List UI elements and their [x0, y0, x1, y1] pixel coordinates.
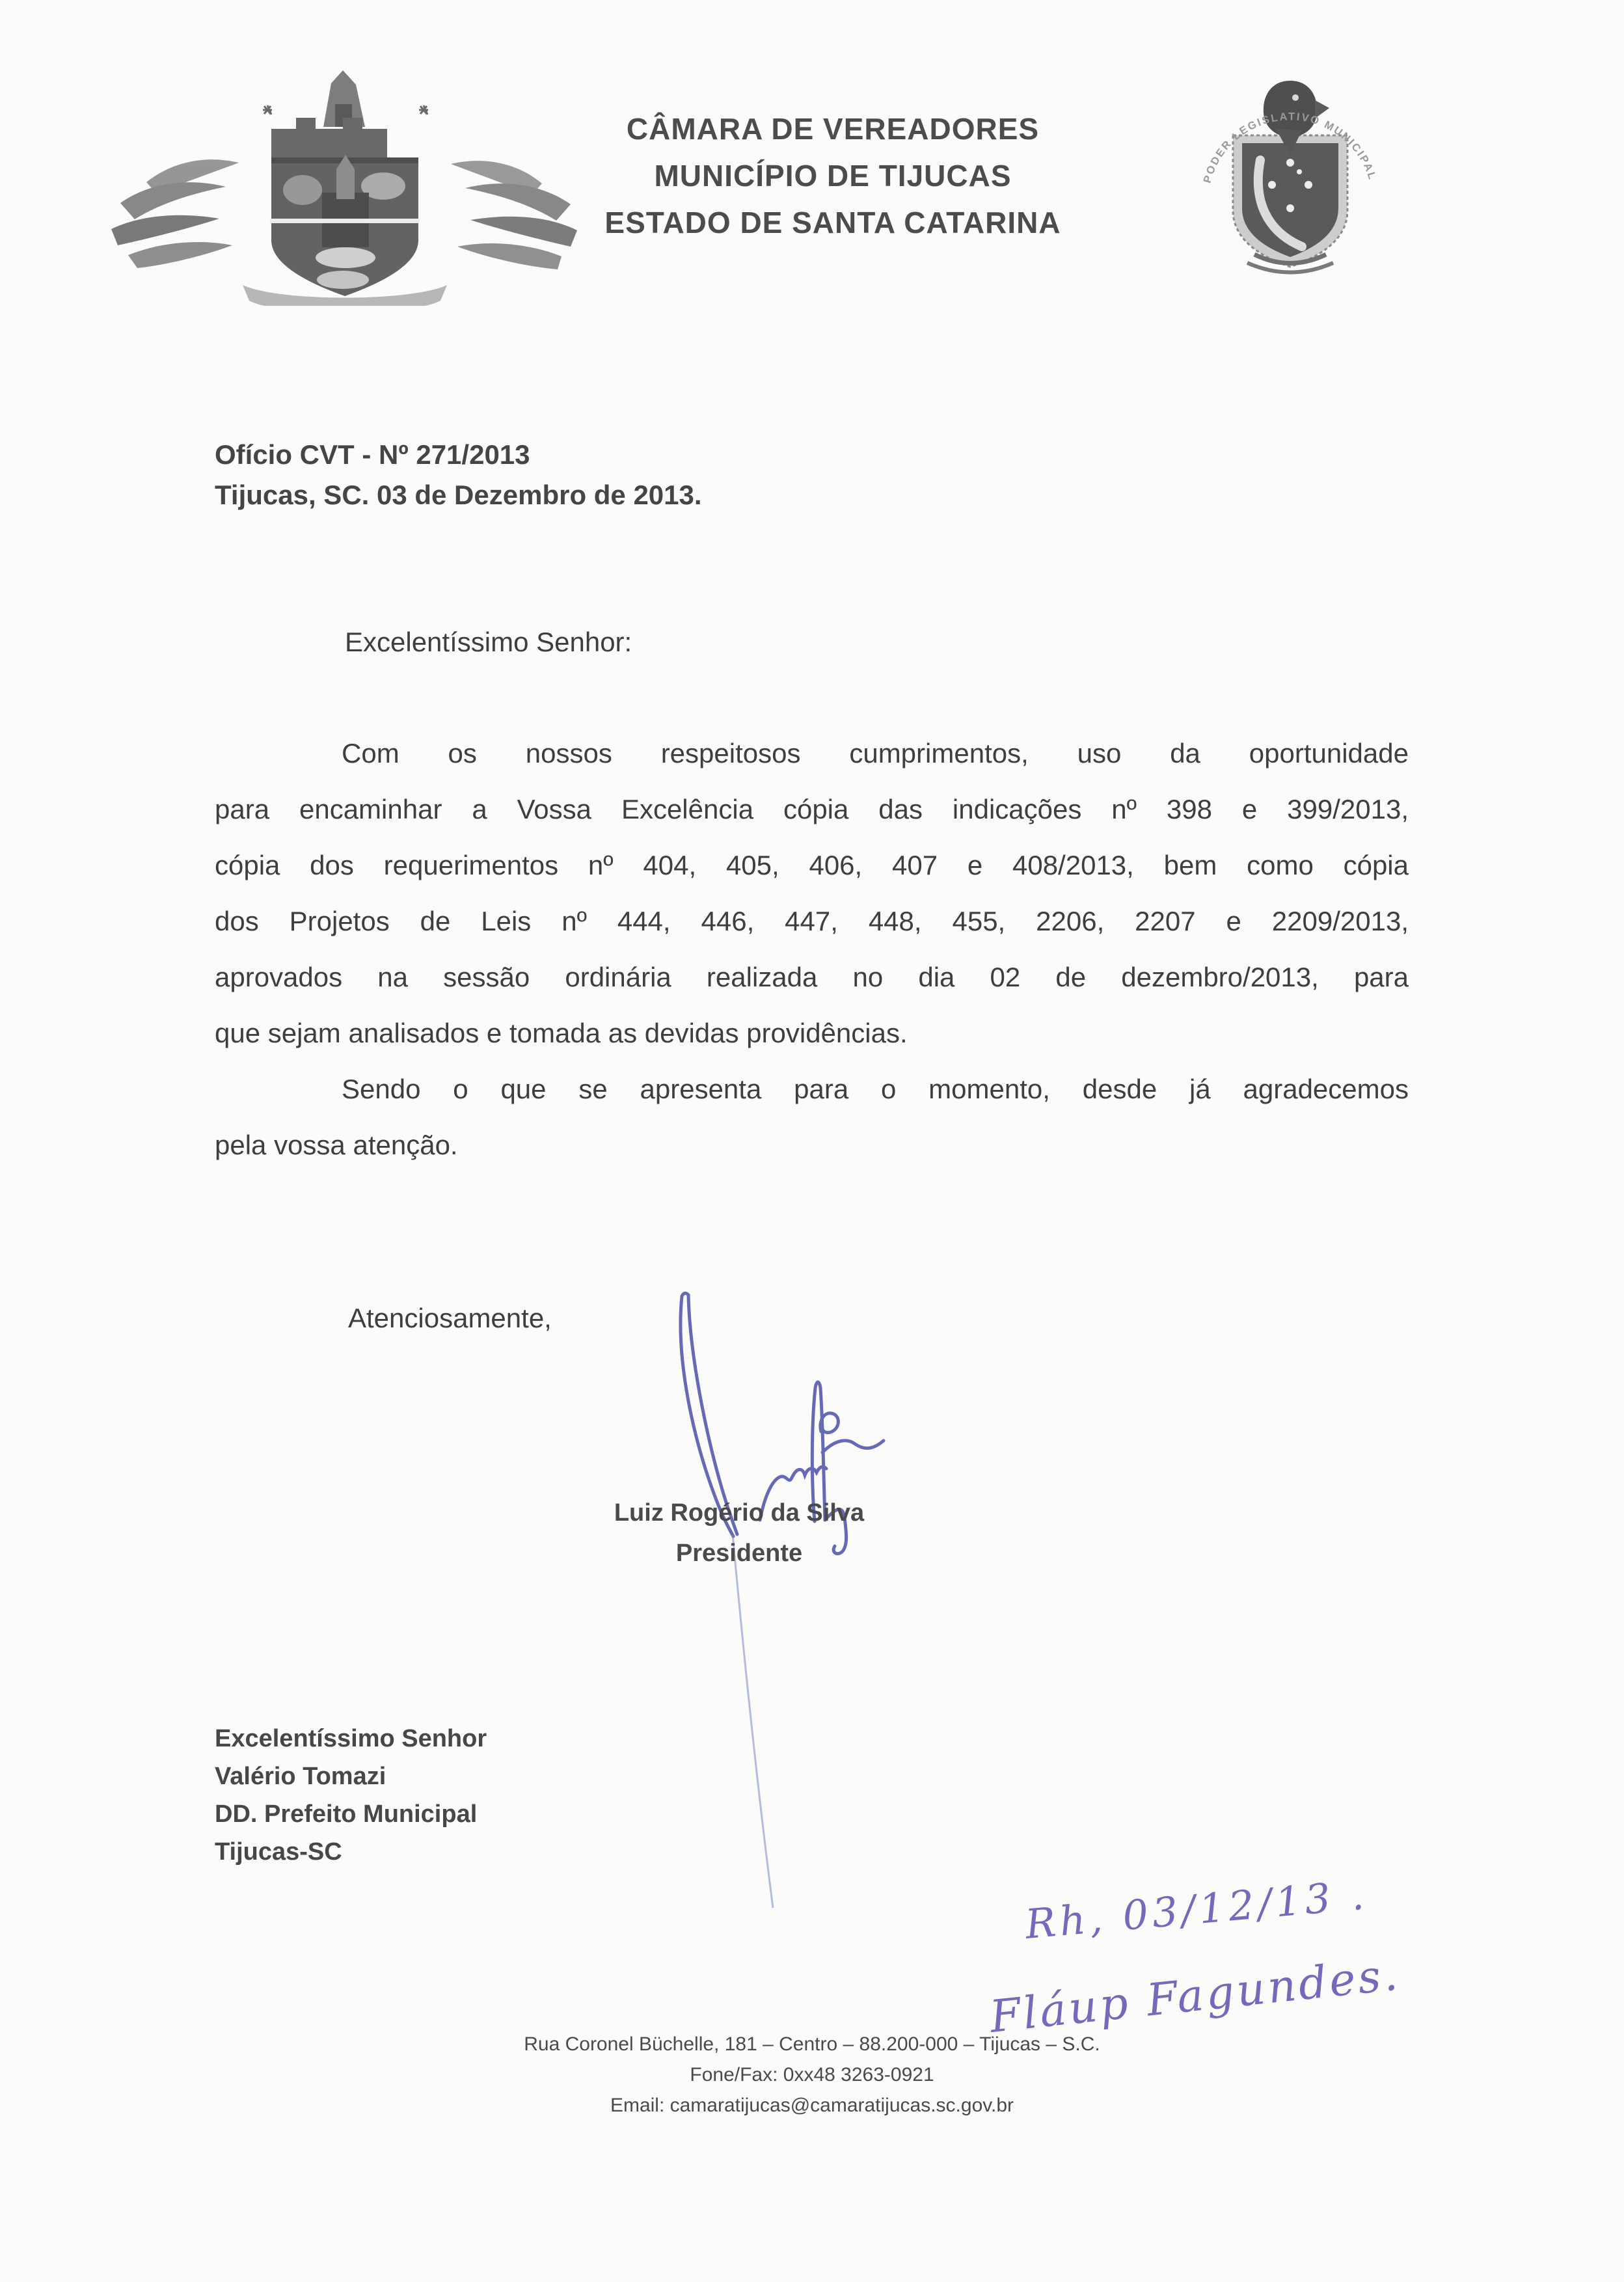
body-line: dos Projetos de Leis nº 444, 446, 447, 448, 455, 2206, 2207 e 2209/2013,	[215, 906, 1409, 936]
org-line-2: MUNICÍPIO DE TIJUCAS	[654, 159, 1012, 193]
body-line: aprovados na sessão ordinária realizada no dia 02 de dezembro/2013, para	[215, 962, 1409, 992]
signer-title: Presidente	[675, 1540, 803, 1567]
valediction: Atenciosamente,	[348, 1303, 552, 1333]
handwritten-receipt-date: Rh, 03/12/13 .	[1023, 1871, 1370, 1948]
municipal-coat-of-arms-icon	[107, 65, 582, 306]
place-date-line: Tijucas, SC. 03 de Dezembro de 2013.	[215, 480, 702, 510]
signer-name: Luiz Rogério da Silva	[614, 1499, 865, 1527]
handwritten-receipt-signature: Fláup Fagundes.	[987, 1949, 1403, 2043]
footer-address: Rua Coronel Büchelle, 181 – Centro – 88.200-000 – Tijucas – S.C.	[524, 2033, 1100, 2055]
body-line: pela vossa atenção.	[215, 1130, 458, 1160]
body-line: para encaminhar a Vossa Excelência cópia das indicações nº 398 e 399/2013,	[215, 794, 1409, 824]
footer-email: Email: camaratijucas@camaratijucas.sc.gov.br	[610, 2095, 1014, 2116]
recipient-line: Excelentíssimo Senhor	[215, 1725, 487, 1752]
org-line-3: ESTADO DE SANTA CATARINA	[604, 206, 1061, 239]
letterhead-footer	[259, 2029, 1365, 2121]
signature-block	[576, 1493, 902, 1573]
oficio-number-line: Ofício CVT - Nº 271/2013	[215, 439, 530, 470]
body-line: Sendo o que se apresenta para o momento, desde já agradecemos	[342, 1074, 1409, 1104]
recipient-line: Tijucas-SC	[215, 1838, 342, 1866]
reference-block	[215, 435, 702, 515]
organization-header	[540, 105, 1126, 246]
body-line: Com os nossos respeitosos cumprimentos, uso da oportunidade	[342, 738, 1409, 768]
recipient-line: Valério Tomazi	[215, 1763, 386, 1790]
recipient-line: DD. Prefeito Municipal	[215, 1800, 478, 1828]
salutation: Excelentíssimo Senhor:	[345, 627, 632, 657]
poder-legislativo-seal-icon	[1193, 57, 1388, 278]
footer-phone: Fone/Fax: 0xx48 3263-0921	[690, 2064, 934, 2085]
recipient-block	[215, 1720, 487, 1871]
body-line: cópia dos requerimentos nº 404, 405, 406, 407 e 408/2013, bem como cópia	[215, 850, 1409, 880]
org-line-1: CÂMARA DE VEREADORES	[626, 112, 1040, 146]
seal-arc-text: PODER LEGISLATIVO MUNICIPAL	[1201, 111, 1379, 185]
body-line: que sejam analisados e tomada as devidas providências.	[215, 1018, 908, 1048]
